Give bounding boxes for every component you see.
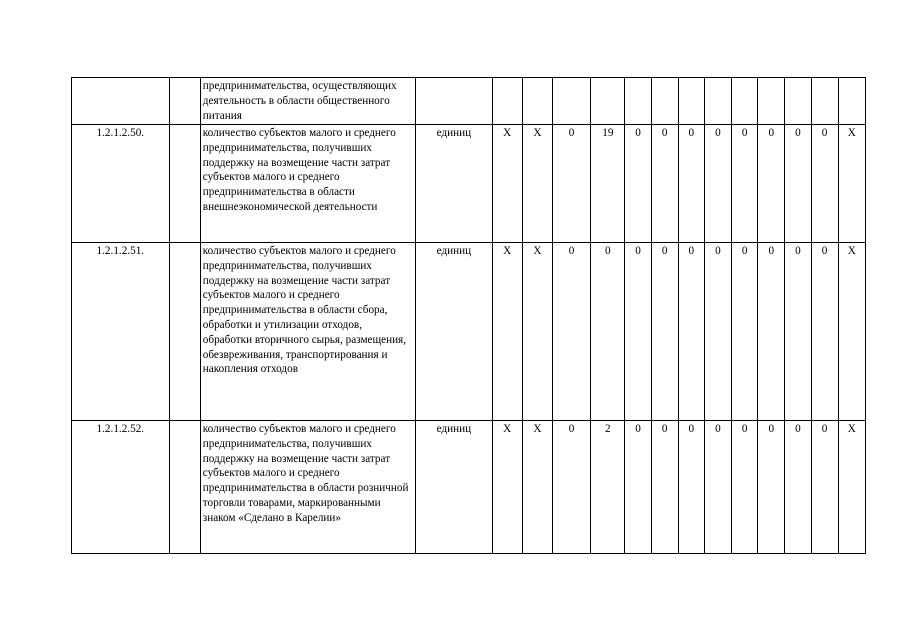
value-cell: 0 (625, 243, 651, 421)
value-cell: 0 (651, 125, 678, 243)
value-cell: 0 (785, 243, 811, 421)
value-cell: X (492, 125, 522, 243)
value-cell (811, 78, 838, 125)
indicator-name-cell: количество субъектов малого и среднего предпринимательства, получивших поддержку на возмещение части затрат субъектов малого и среднего предпринимательства в области внешнеэкономической деятельности (200, 125, 415, 243)
value-cell: 0 (552, 421, 590, 554)
value-cell (732, 78, 758, 125)
indicator-name-cell: количество субъектов малого и среднего предпринимательства, получивших поддержку на возмещение части затрат субъектов малого и среднего предпринимательства в области сбора, обработки и утилизации отходов, обработки вторичного сырья, размещения, обезвреживания, транспортирования и накопления отходов (200, 243, 415, 421)
empty-cell (169, 421, 200, 554)
value-cell: 0 (678, 125, 704, 243)
value-cell: 0 (785, 125, 811, 243)
value-cell (785, 78, 811, 125)
value-cell (678, 78, 704, 125)
table-row (72, 243, 866, 421)
value-cell: 0 (811, 243, 838, 421)
value-cell: X (522, 421, 552, 554)
value-cell (522, 78, 552, 125)
row-number-cell (72, 78, 170, 125)
value-cell: 0 (704, 243, 731, 421)
value-cell: 19 (591, 125, 625, 243)
value-cell: 0 (552, 243, 590, 421)
indicators-table (71, 77, 866, 554)
value-cell: 0 (758, 421, 785, 554)
value-cell (704, 78, 731, 125)
value-cell (552, 78, 590, 125)
value-cell: 0 (678, 421, 704, 554)
value-cell: 0 (651, 243, 678, 421)
value-cell: X (522, 125, 552, 243)
value-cell: 0 (704, 125, 731, 243)
value-cell: 0 (625, 125, 651, 243)
value-cell: 0 (651, 421, 678, 554)
value-cell: 0 (552, 125, 590, 243)
value-cell: 0 (758, 243, 785, 421)
value-cell (492, 78, 522, 125)
indicator-name-cell: количество субъектов малого и среднего предпринимательства, получивших поддержку на возмещение части затрат субъектов малого и среднего предпринимательства в области розничной торговли товарами, маркированными знаком «Сделано в Карелии» (200, 421, 415, 554)
value-cell: 0 (704, 421, 731, 554)
empty-cell (169, 243, 200, 421)
value-cell: X (522, 243, 552, 421)
empty-cell (169, 78, 200, 125)
value-cell: 0 (811, 125, 838, 243)
unit-cell: единиц (416, 421, 492, 554)
unit-cell: единиц (416, 125, 492, 243)
value-cell (651, 78, 678, 125)
value-cell (758, 78, 785, 125)
value-cell: X (838, 243, 865, 421)
value-cell: 0 (625, 421, 651, 554)
value-cell: 0 (811, 421, 838, 554)
value-cell: 0 (732, 243, 758, 421)
value-cell: X (838, 125, 865, 243)
table-row (72, 421, 866, 554)
value-cell: X (492, 421, 522, 554)
value-cell: X (838, 421, 865, 554)
row-number-cell: 1.2.1.2.50. (72, 125, 170, 243)
value-cell (625, 78, 651, 125)
value-cell: 0 (785, 421, 811, 554)
indicator-name-cell: предпринимательства, осуществляющих деятельность в области общественного питания (200, 78, 415, 125)
table-row (72, 125, 866, 243)
table-row (72, 78, 866, 125)
value-cell: 0 (591, 243, 625, 421)
value-cell: 0 (732, 421, 758, 554)
unit-cell (416, 78, 492, 125)
row-number-cell: 1.2.1.2.52. (72, 421, 170, 554)
unit-cell: единиц (416, 243, 492, 421)
value-cell (591, 78, 625, 125)
value-cell: 0 (732, 125, 758, 243)
value-cell (838, 78, 865, 125)
value-cell: 0 (758, 125, 785, 243)
value-cell: 2 (591, 421, 625, 554)
row-number-cell: 1.2.1.2.51. (72, 243, 170, 421)
empty-cell (169, 125, 200, 243)
value-cell: 0 (678, 243, 704, 421)
value-cell: X (492, 243, 522, 421)
